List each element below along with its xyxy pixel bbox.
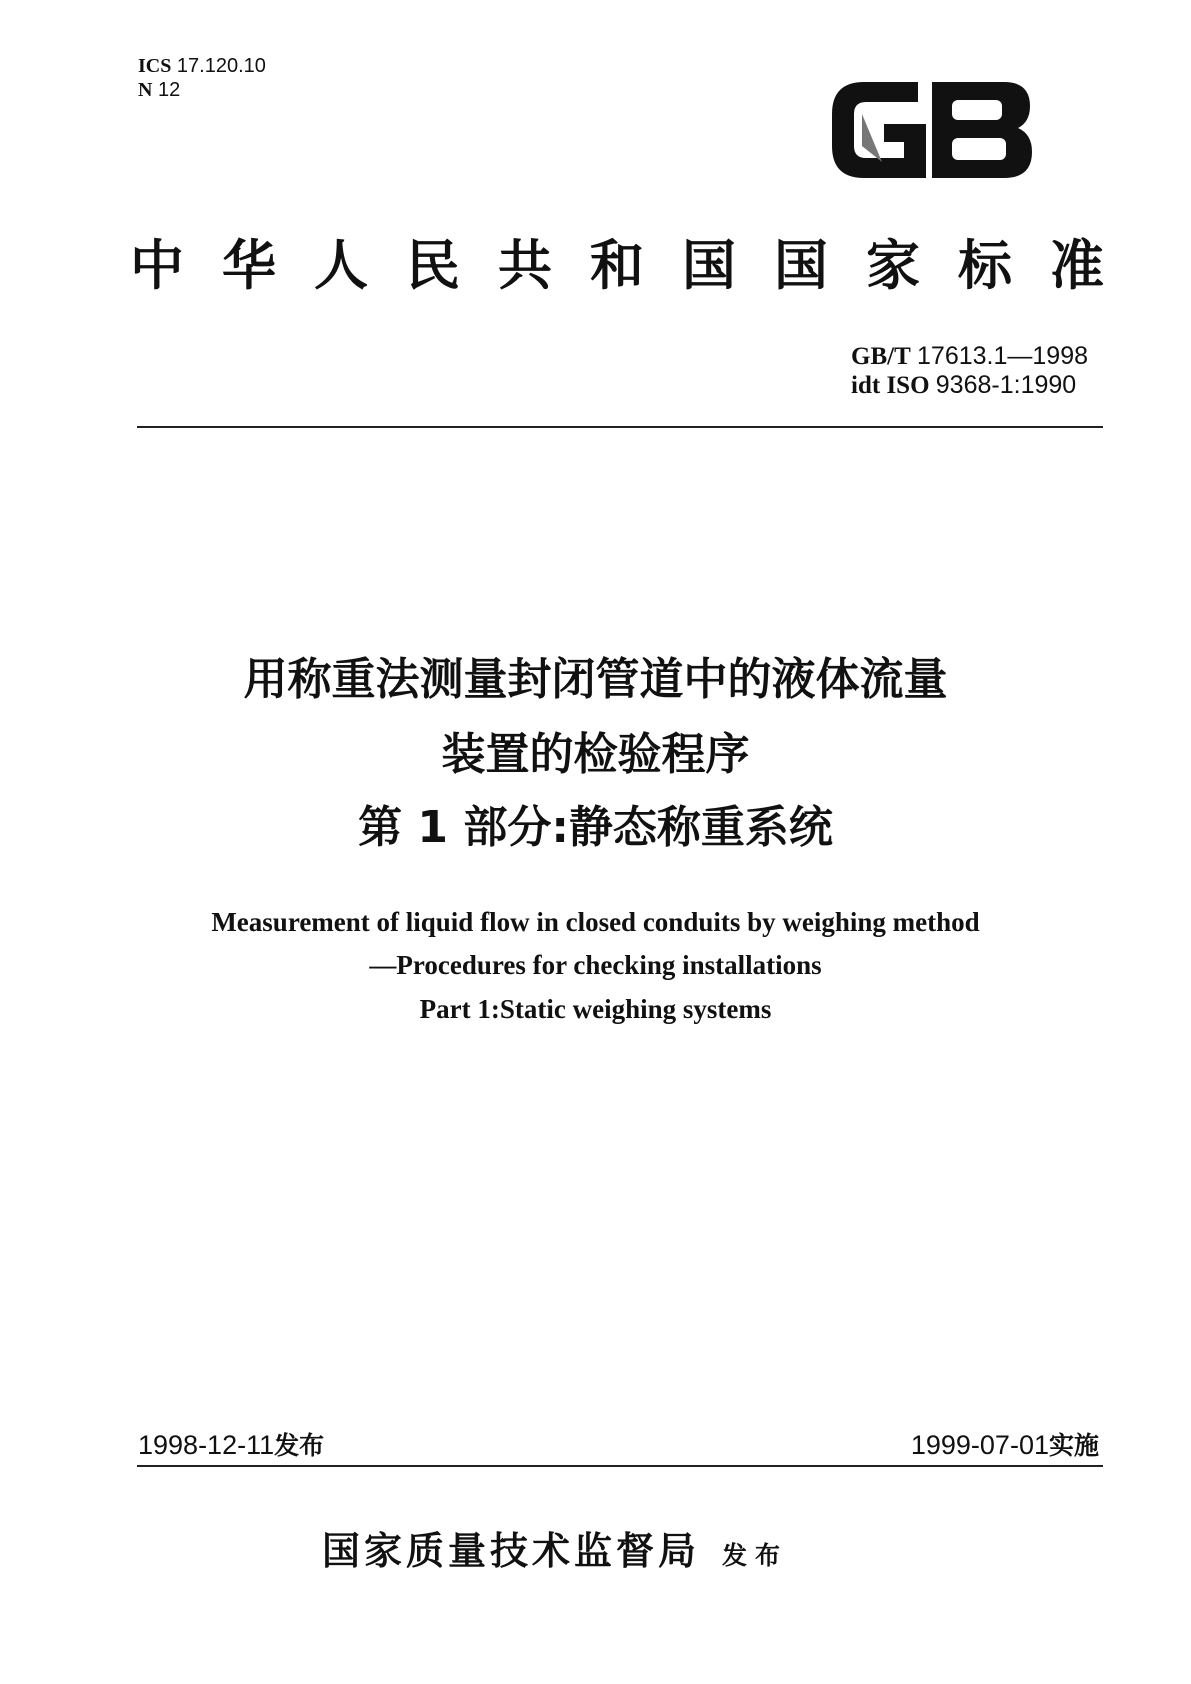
english-title-line-1: Measurement of liquid flow in closed conduits by weighing method xyxy=(211,907,980,937)
issue-date-suffix: 发布 xyxy=(274,1431,325,1460)
effective-date xyxy=(911,1428,1099,1463)
chinese-title-line-1: 用称重法测量封闭管道中的液体流量 xyxy=(243,654,948,705)
gb-number-line xyxy=(851,342,1088,371)
english-title-line-3: Part 1:Static weighing systems xyxy=(419,994,772,1024)
effective-date-suffix: 实施 xyxy=(1048,1431,1099,1460)
national-standard-title: 中华人民共和国国家标准 xyxy=(130,233,1110,297)
class-code: 12 xyxy=(158,79,181,101)
english-title-line-2: —Procedures for checking installations xyxy=(369,950,822,980)
bottom-divider xyxy=(137,1465,1103,1467)
standard-number-block xyxy=(851,342,1088,400)
gb-logo-text: GB xyxy=(826,74,828,75)
gb-label: GB/T xyxy=(851,343,911,370)
issue-date xyxy=(138,1428,324,1463)
effective-date-value: 1999-07-01 xyxy=(910,1430,1049,1460)
gb-logo-icon xyxy=(826,74,1036,186)
ics-code: 17.120.10 xyxy=(176,55,266,77)
ics-label: ICS xyxy=(138,55,172,77)
class-label: N xyxy=(138,79,153,101)
issuing-authority xyxy=(322,1520,788,1575)
idt-number: 9368-1:1990 xyxy=(935,371,1077,399)
idt-line xyxy=(851,371,1088,400)
class-line xyxy=(138,78,266,102)
ics-line xyxy=(138,54,266,78)
issuer-org: 国家质量技术监督局 xyxy=(322,1528,701,1573)
issue-date-value: 1998-12-11 xyxy=(138,1430,275,1460)
gb-number: 17613.1—1998 xyxy=(917,342,1088,370)
idt-label: idt ISO xyxy=(851,372,930,399)
chinese-title-line-2: 装置的检验程序 xyxy=(441,729,750,780)
classification-codes xyxy=(138,54,266,102)
top-divider xyxy=(137,426,1103,428)
issuer-action: 发布 xyxy=(722,1541,789,1570)
chinese-title-line-3: 第 1 部分:静态称重系统 xyxy=(358,802,833,853)
